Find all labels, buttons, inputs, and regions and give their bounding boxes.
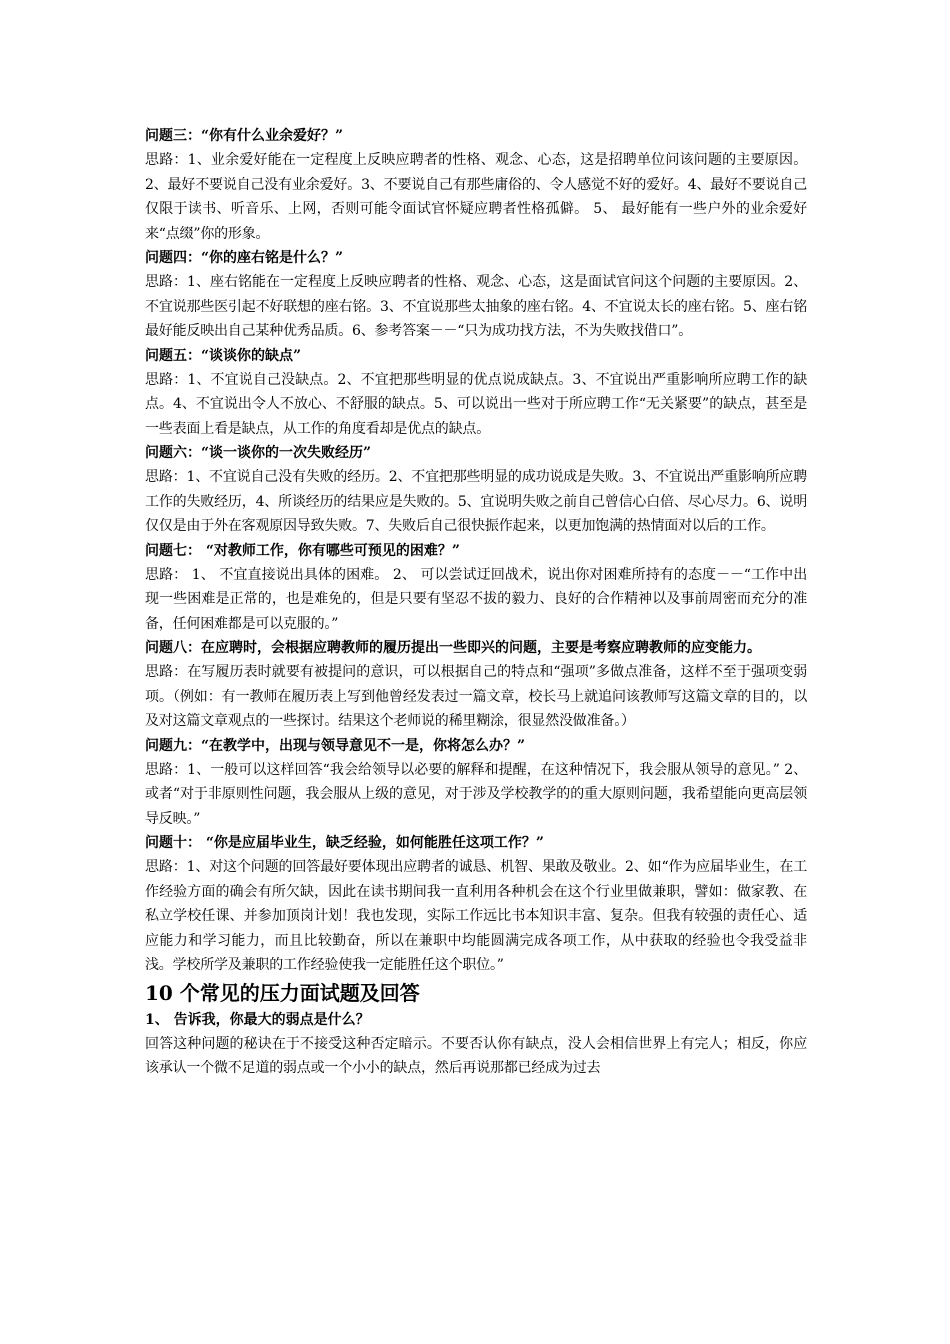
question-9: 问题九：“在教学中，出现与领导意见不一是，你将怎么办？” xyxy=(145,737,526,754)
question-7: 问题七： “对教师工作，你有哪些可预见的困难？” xyxy=(145,542,460,559)
document-body xyxy=(145,124,807,1081)
answer-7: 思路： 1、 不宜直接说出具体的困难。 2、 可以尝试迂回战术，说出你对困难所持有的态度－－“工作中出现一些困难是正常的，也是难免的，但是只要有坚忍不拔的毅力、良好的合作精神以及事前周密而充分的准备，任何困难都是可以克服的。” xyxy=(145,566,807,632)
stress-question-1: 1、 告诉我，你最大的弱点是什么？ xyxy=(145,1011,370,1028)
answer-5: 思路：1、不宜说自己没缺点。2、不宜把那些明显的优点说成缺点。3、不宜说出严重影响所应聘工作的缺点。4、不宜说出令人不放心、不舒服的缺点。5、可以说出一些对于所应聘工作“无关紧要”的缺点，甚至是一些表面上看是缺点，从工作的角度看却是优点的缺点。 xyxy=(145,371,807,437)
question-8: 问题八：在应聘时，会根据应聘教师的履历提出一些即兴的问题，主要是考察应聘教师的应变能力。 xyxy=(145,640,761,656)
section-heading: 10 个常见的压力面试题及回答 xyxy=(145,980,420,1005)
question-5: 问题五：“谈谈你的缺点” xyxy=(145,347,302,364)
answer-9: 思路：1、一般可以这样回答“我会给领导以必要的解释和提醒，在这种情况下，我会服从领导的意见。” 2、或者“对于非原则性问题，我会服从上级的意见，对于涉及学校教学的的重大原则问题，我希望能向更高层领导反映。” xyxy=(145,761,807,827)
question-10: 问题十： “你是应届毕业生，缺乏经验，如何能胜任这项工作？” xyxy=(145,835,544,851)
answer-4: 思路：1、座右铭能在一定程度上反映应聘者的性格、观念、心态，这是面试官问这个问题的主要原因。2、不宜说那些医引起不好联想的座右铭。3、不宜说那些太抽象的座右铭。4、不宜说太长的座右铭。5、座右铭最好能反映出自己某种优秀品质。6、参考答案－－“只为成功找方法，不为失败找借口”。 xyxy=(145,274,807,339)
answer-6: 思路：1、不宜说自己没有失败的经历。2、不宜把那些明显的成功说成是失败。3、不宜说出严重影响所应聘工作的失败经历，4、所谈经历的结果应是失败的。5、宜说明失败之前自己曾信心白倍、尽心尽力。6、说明仅仅是由于外在客观原因导致失败。7、失败后自己很快振作起来，以更加饱满的热情面对以后的工作。 xyxy=(145,469,807,534)
answer-10: 思路：1、对这个问题的回答最好要体现出应聘者的诚恳、机智、果敢及敬业。2、如“作为应届毕业生，在工作经验方面的确会有所欠缺，因此在读书期间我一直利用各种机会在这个行业里做兼职，譬如：做家教、在私立学校任课、并参加顶岗计划！我也发现，实际工作远比书本知识丰富、复杂。但我有较强的责任心、适应能力和学习能力，而且比较勤奋，所以在兼职中均能圆满完成各项工作，从中获取的经验也令我受益非浅。学校所学及兼职的工作经验使我一定能胜任这个职位。” xyxy=(145,859,807,973)
question-3: 问题三：“你有什么业余爱好？” xyxy=(145,128,344,144)
question-6: 问题六：“谈一谈你的一次失败经历” xyxy=(145,445,372,461)
answer-3: 思路：1、业余爱好能在一定程度上反映应聘者的性格、观念、心态，这是招聘单位问该问题的主要原因。2、最好不要说自己没有业余爱好。3、不要说自己有那些庸俗的、令人感觉不好的爱好。4、最好不要说自己仅限于读书、听音乐、上网，否则可能令面试官怀疑应聘者性格孤僻。 5、 最好能有一些户外的业余爱好来“点缀”你的形象。 xyxy=(145,152,807,242)
question-4: 问题四：“你的座右铭是什么？” xyxy=(145,250,344,266)
answer-8: 思路：在写履历表时就要有被提问的意识，可以根据自己的特点和“强项”多做点准备，这样不至于强项变弱项。（例如：有一教师在履历表上写到他曾经发表过一篇文章，校长马上就追问该教师写这篇文章的目的，以及对这篇文章观点的一些探讨。结果这个老师说的稀里糊涂，很显然没做准备。） xyxy=(145,664,807,729)
stress-answer-1: 回答这种问题的秘诀在于不接受这种否定暗示。不要否认你有缺点，没人会相信世界上有完人；相反，你应该承认一个微不足道的弱点或一个小小的缺点，然后再说那都已经成为过去 xyxy=(145,1035,807,1076)
